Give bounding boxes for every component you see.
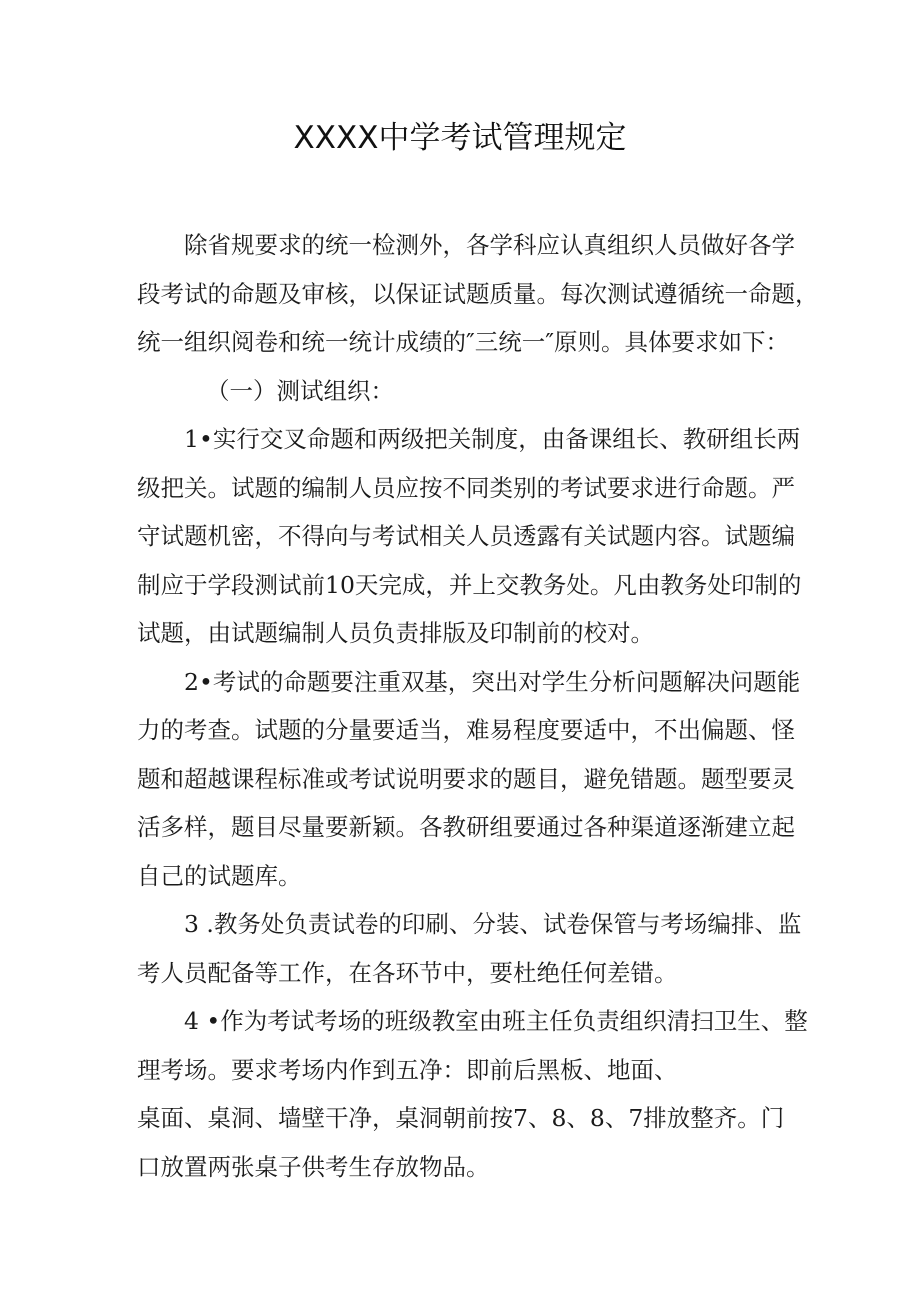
intro-line: 统一组织阅卷和统一统计成绩的″三统一″原则。具体要求如下： (137, 328, 790, 356)
item-line: 考人员配备等工作，在各环节中，要杜绝任何差错。 (137, 958, 678, 987)
item-paragraph-1 (137, 415, 807, 658)
item-line: 级把关。试题的编制人员应按不同类别的考试要求进行命题。严 (137, 473, 795, 502)
item-line: 2•考试的命题要注重双基，突出对学生分析问题解决问题能 (184, 667, 801, 696)
item-line: 理考场。要求考场内作到五净：即前后黑板、地面、 (137, 1055, 678, 1084)
item-paragraph-3 (137, 900, 807, 997)
item-line: 守试题机密，不得向与考试相关人员透露有关试题内容。试题编 (137, 522, 795, 550)
item-line: 3 .教务处负责试卷的印刷、分装、试卷保管与考场编排、监 (184, 910, 802, 938)
intro-line: 段考试的命题及审核，以保证试题质量。每次测试遵循统一命题， (137, 279, 819, 308)
document-body (137, 221, 819, 1191)
item-line: 制应于学段测试前10天完成，并上交教务处。凡由教务处印制的 (137, 570, 802, 599)
item-line: 口放置两张桌子供考生存放物品。 (137, 1152, 490, 1181)
item-line: 1•实行交叉命题和两级把关制度，由备课组长、教研组长两 (184, 425, 801, 453)
item-line: 试题，由试题编制人员负责排版及印制前的校对。 (137, 619, 654, 647)
item-line: 桌面、桌洞、墙壁干净，桌洞朝前按7、8、8、7排放整齐。门 (137, 1104, 785, 1132)
item-paragraph-2 (137, 658, 807, 901)
section-heading: （一）测试组织： (206, 376, 394, 405)
intro-line: 除省规要求的统一检测外，各学科应认真组织人员做好各学 (184, 231, 795, 259)
item-line: 题和超越课程标准或考试说明要求的题目，避免错题。题型要灵 (137, 764, 795, 793)
item-line: 活多样，题目尽量要新颖。各教研组要通过各种渠道逐渐建立起 (137, 813, 795, 841)
document-title: XXXX中学考试管理规定 (293, 120, 627, 156)
intro-paragraph (137, 221, 819, 367)
item-paragraph-4 (137, 997, 807, 1191)
item-line: 4 •作为考试考场的班级教室由班主任负责组织清扫卫生、整 (184, 1007, 808, 1035)
item-line: 自己的试题库。 (137, 861, 302, 890)
item-line: 力的考查。试题的分量要适当，难易程度要适中，不出偏题、怪 (137, 716, 795, 744)
